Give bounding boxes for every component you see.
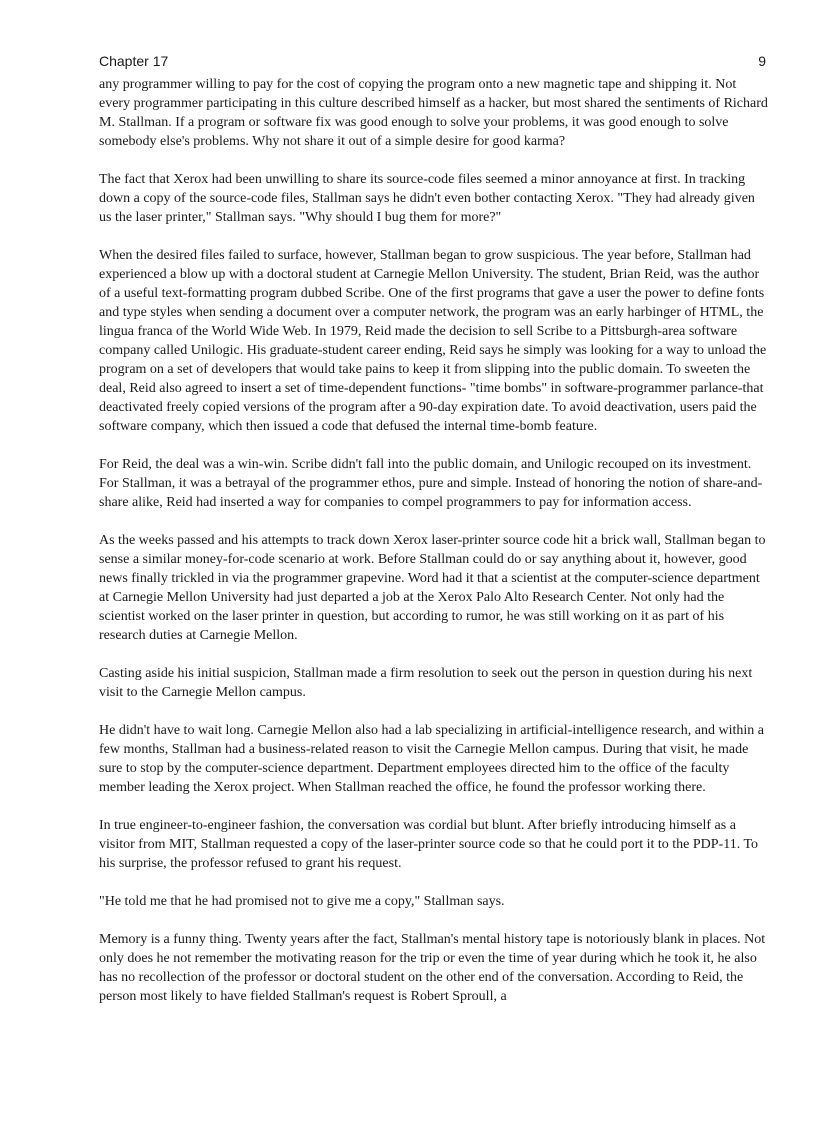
page-header [99,52,769,70]
paragraph: For Reid, the deal was a win-win. Scribe didn't fall into the public domain, and Unilogic recouped on its investment. For Stallman, it was a betrayal of the programmer ethos, pure and simple. Instead of honoring the notion of share-and-share alike, Reid had inserted a way for companies to compel programmers to pay for information access. [99,457,763,510]
document-page [99,52,769,1025]
paragraph: any programmer willing to pay for the cost of copying the program onto a new magnetic tape and shipping it. Not every programmer participating in this culture described himself as a hacker, but most shared the sentiments of Richard M. Stallman. If a program or software fix was good enough to solve your problems, it was good enough to solve somebody else's problems. Why not share it out of a simple desire for good karma? [99,77,768,149]
paragraph: As the weeks passed and his attempts to track down Xerox laser-printer source code hit a brick wall, Stallman began to sense a similar money-for-code scenario at work. Before Stallman could do or say anything about it, however, good news finally trickled in via the programmer grapevine. Word had it that a scientist at the computer-science department at Carnegie Mellon University had just departed a job at the Xerox Palo Alto Research Center. Not only had the scientist worked on the laser printer in question, but according to rumor, he was still working on it as part of his research duties at Carnegie Mellon. [99,533,766,643]
paragraph: When the desired files failed to surface, however, Stallman began to grow suspicious. The year before, Stallman had experienced a blow up with a doctoral student at Carnegie Mellon University. The student, Brian Reid, was the author of a useful text-formatting program dubbed Scribe. One of the first programs that gave a user the power to define fonts and type styles when sending a document over a computer network, the program was an early harbinger of HTML, the lingua franca of the World Wide Web. In 1979, Reid made the decision to sell Scribe to a Pittsburgh-area software company called Unilogic. His graduate-student career ending, Reid says he simply was looking for a way to unload the program on a set of developers that would take pains to keep it from slipping into the public domain. To sweeten the deal, Reid also agreed to insert a set of time-dependent functions- "time bombs" in software-programmer parlance-that deactivated freely copied versions of the program after a 90-day expiration date. To avoid deactivation, users paid the software company, which then issued a code that defused the internal time-bomb feature. [99,248,767,434]
paragraph: In true engineer-to-engineer fashion, the conversation was cordial but blunt. After briefly introducing himself as a visitor from MIT, Stallman requested a copy of the laser-printer source code so that he could port it to the PDP-11. To his surprise, the professor refused to grant his request. [99,818,759,871]
page-number: 9 [758,53,766,69]
paragraph: Memory is a funny thing. Twenty years after the fact, Stallman's mental history tape is notoriously blank in places. Not only does he not remember the motivating reason for the trip or even the time of year during which he took it, he also has no recollection of the professor or doctoral student on the other end of the conversation. According to Reid, the person most likely to have fielded Stallman's request is Robert Sproull, a [99,932,766,1004]
chapter-title: Chapter 17 [99,53,169,69]
paragraph: Casting aside his initial suspicion, Stallman made a firm resolution to seek out the person in question during his next visit to the Carnegie Mellon campus. [99,666,753,700]
paragraph: He didn't have to wait long. Carnegie Mellon also had a lab specializing in artificial-intelligence research, and within a few months, Stallman had a business-related reason to visit the Carnegie Mellon campus. During that visit, he made sure to stop by the computer-science department. Department employees directed him to the office of the faculty member leading the Xerox project. When Stallman reached the office, he found the professor working there. [99,723,764,795]
paragraph: The fact that Xerox had been unwilling to share its source-code files seemed a minor annoyance at first. In tracking down a copy of the source-code files, Stallman says he didn't even bother contacting Xerox. "They had already given us the laser printer," Stallman says. "Why should I bug them for more?" [99,172,755,225]
paragraph: "He told me that he had promised not to give me a copy," Stallman says. [99,894,505,909]
body-text [99,75,769,1006]
